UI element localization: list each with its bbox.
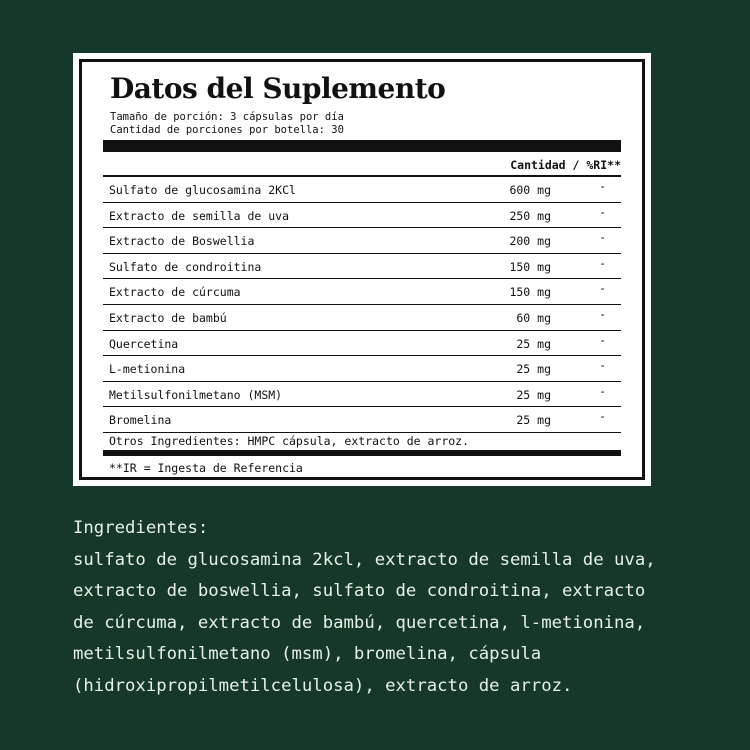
row-name: Extracto de bambú [109,310,227,325]
ingredients-line: (hidroxipropilmetilcelulosa), extracto de arroz. [73,675,573,696]
top-divider-bar [103,140,621,152]
ingredients-line: extracto de boswellia, sulfato de condroitina, extracto [73,581,646,601]
table-row [103,177,621,203]
row-amount: 25 mg [516,336,551,351]
ingredients-section [73,513,733,702]
supplement-facts-label [73,53,651,486]
table-row [103,407,621,433]
row-ri: - [599,332,606,347]
table-row [103,356,621,382]
servings-per-bottle: Cantidad de porciones por botella: 30 [110,124,344,136]
row-amount: 60 mg [516,310,551,325]
row-amount: 150 mg [509,285,551,300]
row-ri: - [599,306,606,321]
table-row [103,279,621,305]
supplement-facts-frame [79,59,645,480]
row-name: Extracto de cúrcuma [109,285,241,300]
table-row [103,331,621,357]
row-amount: 25 mg [516,387,551,402]
column-header-row [103,152,621,177]
row-name: Extracto de semilla de uva [109,208,290,223]
row-name: Sulfato de condroitina [109,259,262,274]
row-ri: - [599,383,606,398]
footnote: **IR = Ingesta de Referencia [109,461,303,475]
ingredients-line: de cúrcuma, extracto de bambú, quercetina, l-metionina, [73,612,646,633]
table-row [103,382,621,408]
ingredients-line: sulfato de glucosamina 2kcl, extracto de semilla de uva, [73,549,656,570]
table-row [103,228,621,254]
row-name: Extracto de Boswellia [109,234,255,249]
table-row [103,203,621,229]
nutrient-table [103,177,621,433]
row-amount: 150 mg [509,259,551,274]
bottom-divider-bar [103,450,621,456]
ingredients-heading: Ingredientes: [73,518,209,538]
label-title: Datos del Suplemento [110,72,446,105]
row-amount: 25 mg [516,362,551,377]
row-ri: - [599,358,606,373]
table-row [103,254,621,280]
row-name: Metilsulfonilmetano (MSM) [109,387,283,402]
row-ri: - [599,281,606,296]
row-ri: - [599,179,606,193]
serving-size: Tamaño de porción: 3 cápsulas por día [110,111,344,123]
row-name: L-metionina [109,362,186,377]
row-name: Bromelina [109,413,172,428]
table-row [103,305,621,331]
row-amount: 25 mg [516,413,551,428]
ingredients-line: metilsulfonilmetano (msm), bromelina, cápsula [73,644,542,664]
row-amount: 600 mg [509,183,551,197]
row-amount: 250 mg [509,208,551,223]
row-name: Sulfato de glucosamina 2KCl [109,183,296,197]
row-ri: - [599,255,606,270]
row-name: Quercetina [109,336,179,351]
column-header-amount: Cantidad / %RI** [510,158,621,172]
other-ingredients: Otros Ingredientes: HMPC cápsula, extracto de arroz. [109,434,470,448]
row-ri: - [599,409,606,424]
row-amount: 200 mg [509,234,551,249]
row-ri: - [599,230,606,245]
row-ri: - [599,204,606,219]
